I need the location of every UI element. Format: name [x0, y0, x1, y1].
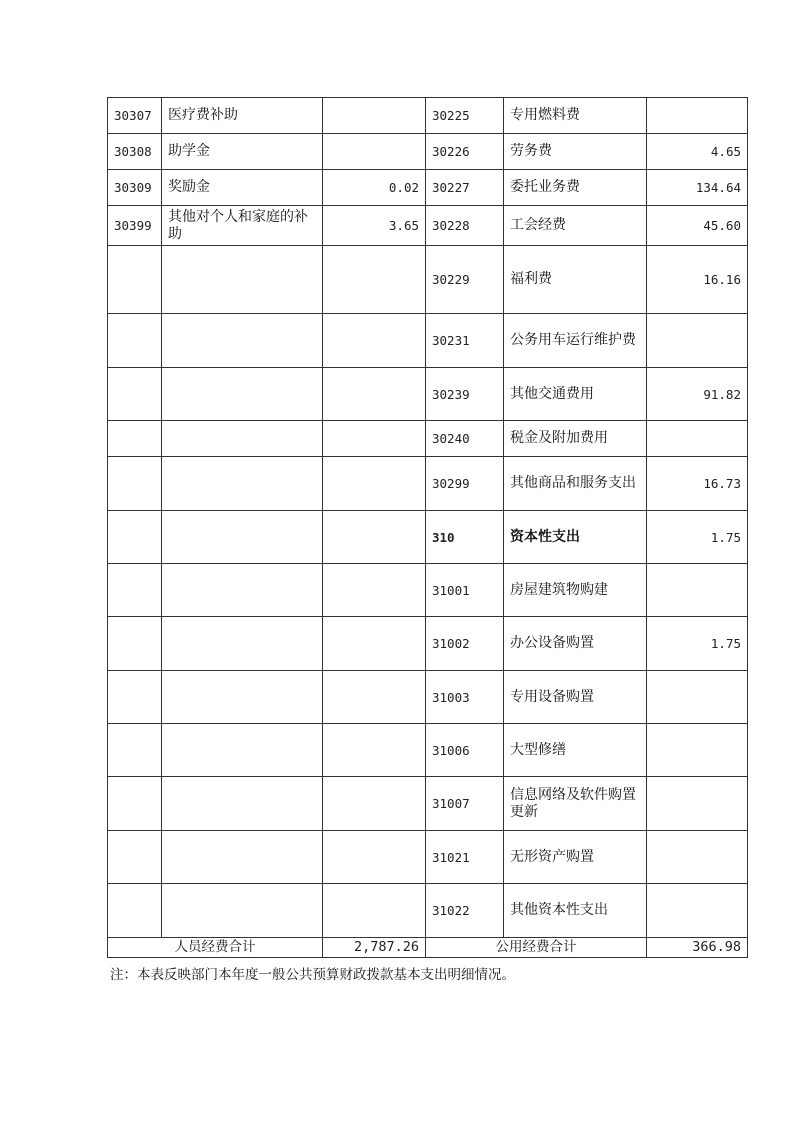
table-row	[108, 777, 748, 831]
left-name-cell	[162, 511, 323, 564]
table-row	[108, 421, 748, 457]
left-name-cell: 其他对个人和家庭的补助	[162, 206, 323, 246]
left-value-cell	[323, 617, 426, 671]
left-value-cell	[323, 246, 426, 314]
left-value-cell: 3.65	[323, 206, 426, 246]
left-name-cell	[162, 671, 323, 724]
left-name-cell: 助学金	[162, 134, 323, 170]
left-value-cell: 0.02	[323, 170, 426, 206]
right-name-cell: 其他商品和服务支出	[504, 457, 647, 511]
left-value-cell	[323, 457, 426, 511]
right-name-cell: 专用设备购置	[504, 671, 647, 724]
right-name-cell: 房屋建筑物购建	[504, 564, 647, 617]
right-value-cell	[647, 884, 748, 938]
right-value-cell	[647, 421, 748, 457]
left-name-cell: 奖励金	[162, 170, 323, 206]
right-code-cell: 30226	[426, 134, 504, 170]
left-name-cell	[162, 564, 323, 617]
right-name-cell: 信息网络及软件购置更新	[504, 777, 647, 831]
right-code-cell: 31022	[426, 884, 504, 938]
left-value-cell	[323, 314, 426, 368]
left-name-cell	[162, 777, 323, 831]
right-code-cell: 31001	[426, 564, 504, 617]
table-row	[108, 368, 748, 421]
right-name-cell: 劳务费	[504, 134, 647, 170]
left-value-cell	[323, 134, 426, 170]
left-value-cell	[323, 421, 426, 457]
right-name-cell: 专用燃料费	[504, 98, 647, 134]
right-value-cell	[647, 777, 748, 831]
left-name-cell	[162, 314, 323, 368]
right-name-cell: 委托业务费	[504, 170, 647, 206]
table-row	[108, 511, 748, 564]
right-value-cell	[647, 314, 748, 368]
table-row	[108, 831, 748, 884]
expenditure-table-container	[107, 97, 747, 958]
right-value-cell	[647, 671, 748, 724]
right-value-cell	[647, 724, 748, 777]
right-code-cell: 30240	[426, 421, 504, 457]
left-value-cell	[323, 98, 426, 134]
table-row	[108, 564, 748, 617]
right-value-cell: 134.64	[647, 170, 748, 206]
right-value-cell	[647, 98, 748, 134]
public-total-value: 366.98	[647, 938, 748, 958]
left-value-cell	[323, 511, 426, 564]
table-row	[108, 457, 748, 511]
right-name-cell: 无形资产购置	[504, 831, 647, 884]
left-name-cell	[162, 368, 323, 421]
right-value-cell: 1.75	[647, 511, 748, 564]
left-code-cell: 30308	[108, 134, 162, 170]
left-value-cell	[323, 564, 426, 617]
table-row	[108, 134, 748, 170]
right-name-cell: 其他资本性支出	[504, 884, 647, 938]
right-name-cell: 福利费	[504, 246, 647, 314]
left-code-cell	[108, 368, 162, 421]
totals-row	[108, 938, 748, 958]
right-name-cell: 公务用车运行维护费	[504, 314, 647, 368]
table-row	[108, 246, 748, 314]
left-code-cell	[108, 314, 162, 368]
left-code-cell	[108, 421, 162, 457]
left-name-cell	[162, 246, 323, 314]
left-code-cell	[108, 724, 162, 777]
right-value-cell: 16.16	[647, 246, 748, 314]
right-code-cell: 30299	[426, 457, 504, 511]
right-code-cell: 31007	[426, 777, 504, 831]
left-name-cell	[162, 884, 323, 938]
left-name-cell	[162, 831, 323, 884]
table-row	[108, 98, 748, 134]
left-code-cell: 30399	[108, 206, 162, 246]
right-value-cell: 91.82	[647, 368, 748, 421]
left-value-cell	[323, 671, 426, 724]
right-value-cell: 4.65	[647, 134, 748, 170]
right-value-cell: 1.75	[647, 617, 748, 671]
right-name-cell: 资本性支出	[504, 511, 647, 564]
table-row	[108, 170, 748, 206]
right-code-cell: 31003	[426, 671, 504, 724]
left-code-cell	[108, 831, 162, 884]
left-code-cell	[108, 671, 162, 724]
table-footnote: 注：本表反映部门本年度一般公共预算财政拨款基本支出明细情况。	[110, 967, 515, 983]
personnel-total-label: 人员经费合计	[108, 938, 323, 958]
right-value-cell	[647, 564, 748, 617]
right-code-cell: 31002	[426, 617, 504, 671]
right-name-cell: 大型修缮	[504, 724, 647, 777]
right-code-cell: 30225	[426, 98, 504, 134]
left-value-cell	[323, 831, 426, 884]
left-code-cell	[108, 777, 162, 831]
left-value-cell	[323, 368, 426, 421]
public-total-label: 公用经费合计	[426, 938, 647, 958]
right-name-cell: 税金及附加费用	[504, 421, 647, 457]
right-code-cell: 30239	[426, 368, 504, 421]
expenditure-detail-table	[107, 97, 748, 958]
left-name-cell	[162, 617, 323, 671]
table-body	[108, 98, 748, 938]
left-code-cell: 30309	[108, 170, 162, 206]
table-row	[108, 314, 748, 368]
table-row	[108, 671, 748, 724]
right-name-cell: 其他交通费用	[504, 368, 647, 421]
table-row	[108, 884, 748, 938]
left-code-cell	[108, 511, 162, 564]
right-code-cell: 30228	[426, 206, 504, 246]
right-value-cell: 16.73	[647, 457, 748, 511]
right-value-cell	[647, 831, 748, 884]
left-value-cell	[323, 777, 426, 831]
left-code-cell	[108, 246, 162, 314]
right-name-cell: 办公设备购置	[504, 617, 647, 671]
left-name-cell	[162, 457, 323, 511]
left-value-cell	[323, 724, 426, 777]
left-code-cell	[108, 884, 162, 938]
table-row	[108, 206, 748, 246]
left-code-cell	[108, 617, 162, 671]
right-code-cell: 310	[426, 511, 504, 564]
table-row	[108, 617, 748, 671]
left-code-cell	[108, 457, 162, 511]
right-code-cell: 30231	[426, 314, 504, 368]
right-code-cell: 31021	[426, 831, 504, 884]
right-code-cell: 30227	[426, 170, 504, 206]
right-name-cell: 工会经费	[504, 206, 647, 246]
left-name-cell: 医疗费补助	[162, 98, 323, 134]
left-name-cell	[162, 421, 323, 457]
right-code-cell: 30229	[426, 246, 504, 314]
personnel-total-value: 2,787.26	[323, 938, 426, 958]
left-value-cell	[323, 884, 426, 938]
right-code-cell: 31006	[426, 724, 504, 777]
table-row	[108, 724, 748, 777]
right-value-cell: 45.60	[647, 206, 748, 246]
left-code-cell	[108, 564, 162, 617]
left-code-cell: 30307	[108, 98, 162, 134]
left-name-cell	[162, 724, 323, 777]
